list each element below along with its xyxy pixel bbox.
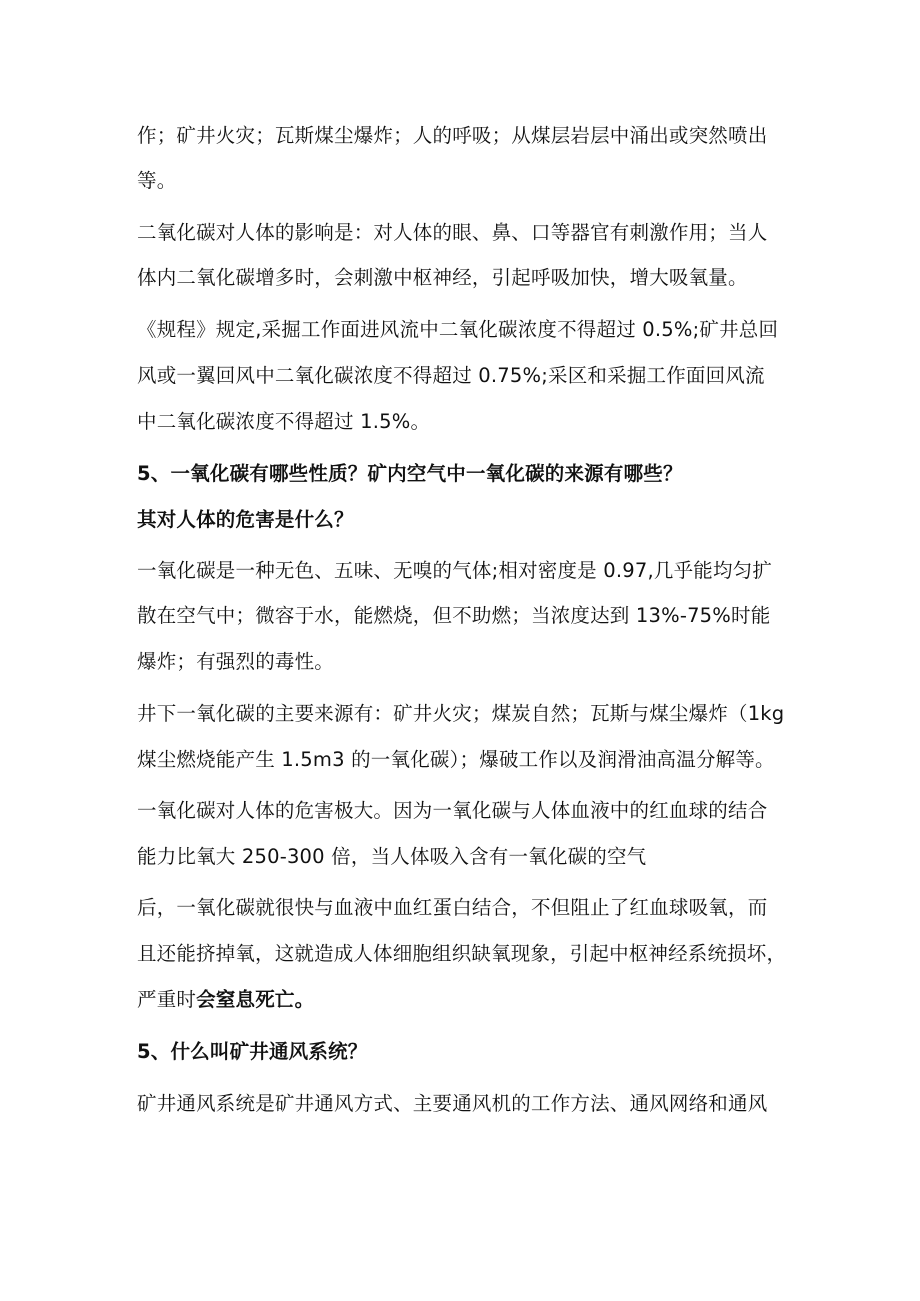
body-line: 爆炸；有强烈的毒性。 xyxy=(137,650,335,673)
body-line: 散在空气中；微容于水，能燃烧，但不助燃；当浓度达到 13%-75%时能 xyxy=(137,604,771,627)
body-line-mixed xyxy=(137,985,314,1015)
section-heading: 其对人体的危害是什么？ xyxy=(137,508,354,531)
body-line: 井下一氧化碳的主要来源有：矿井火灾；煤炭自然；瓦斯与煤尘爆炸（1kg xyxy=(137,702,785,725)
body-line: 煤尘燃烧能产生 1.5m3 的一氧化碳）；爆破工作以及润滑油高温分解等。 xyxy=(137,748,775,771)
body-line: 风或一翼回风中二氧化碳浓度不得超过 0.75%;采区和采掘工作面回风流 xyxy=(137,364,765,387)
body-line: 后，一氧化碳就很快与血液中血红蛋白结合，不但阻止了红血球吸氧，而 xyxy=(137,896,768,919)
body-line: 能力比氧大 250-300 倍，当人体吸入含有一氧化碳的空气 xyxy=(137,845,647,868)
body-line: 矿井通风系统是矿井通风方式、主要通风机的工作方法、通风网络和通风 xyxy=(137,1092,768,1115)
section-heading: 5、什么叫矿井通风系统？ xyxy=(137,1040,368,1063)
body-line: 中二氧化碳浓度不得超过 1.5%。 xyxy=(137,410,431,433)
body-line: 二氧化碳对人体的影响是：对人体的眼、鼻、口等器官有刺激作用；当人 xyxy=(137,221,768,244)
body-line: 且还能挤掉氧，这就造成人体细胞组织缺氧现象，引起中枢神经系统损坏， xyxy=(137,942,787,965)
body-line: 一氧化碳是一种无色、五味、无嗅的气体;相对密度是 0.97,几乎能均匀扩 xyxy=(137,559,773,582)
emphasis-text: 会窒息死亡。 xyxy=(196,988,315,1011)
body-line: 体内二氧化碳增多时，会刺激中枢神经，引起呼吸加快，增大吸氧量。 xyxy=(137,266,748,289)
body-line: 一氧化碳对人体的危害极大。因为一氧化碳与人体血液中的红血球的结合 xyxy=(137,799,768,822)
body-text-span: 严重时 xyxy=(137,988,197,1011)
body-line: 作；矿井火灾；瓦斯煤尘爆炸；人的呼吸；从煤层岩层中涌出或突然喷出 xyxy=(137,124,768,147)
section-heading: 5、一氧化碳有哪些性质？矿内空气中一氧化碳的来源有哪些？ xyxy=(137,462,683,485)
body-line: 《规程》规定,采掘工作面进风流中二氧化碳浓度不得超过 0.5%;矿井总回 xyxy=(137,318,779,341)
body-line: 等。 xyxy=(137,169,177,192)
